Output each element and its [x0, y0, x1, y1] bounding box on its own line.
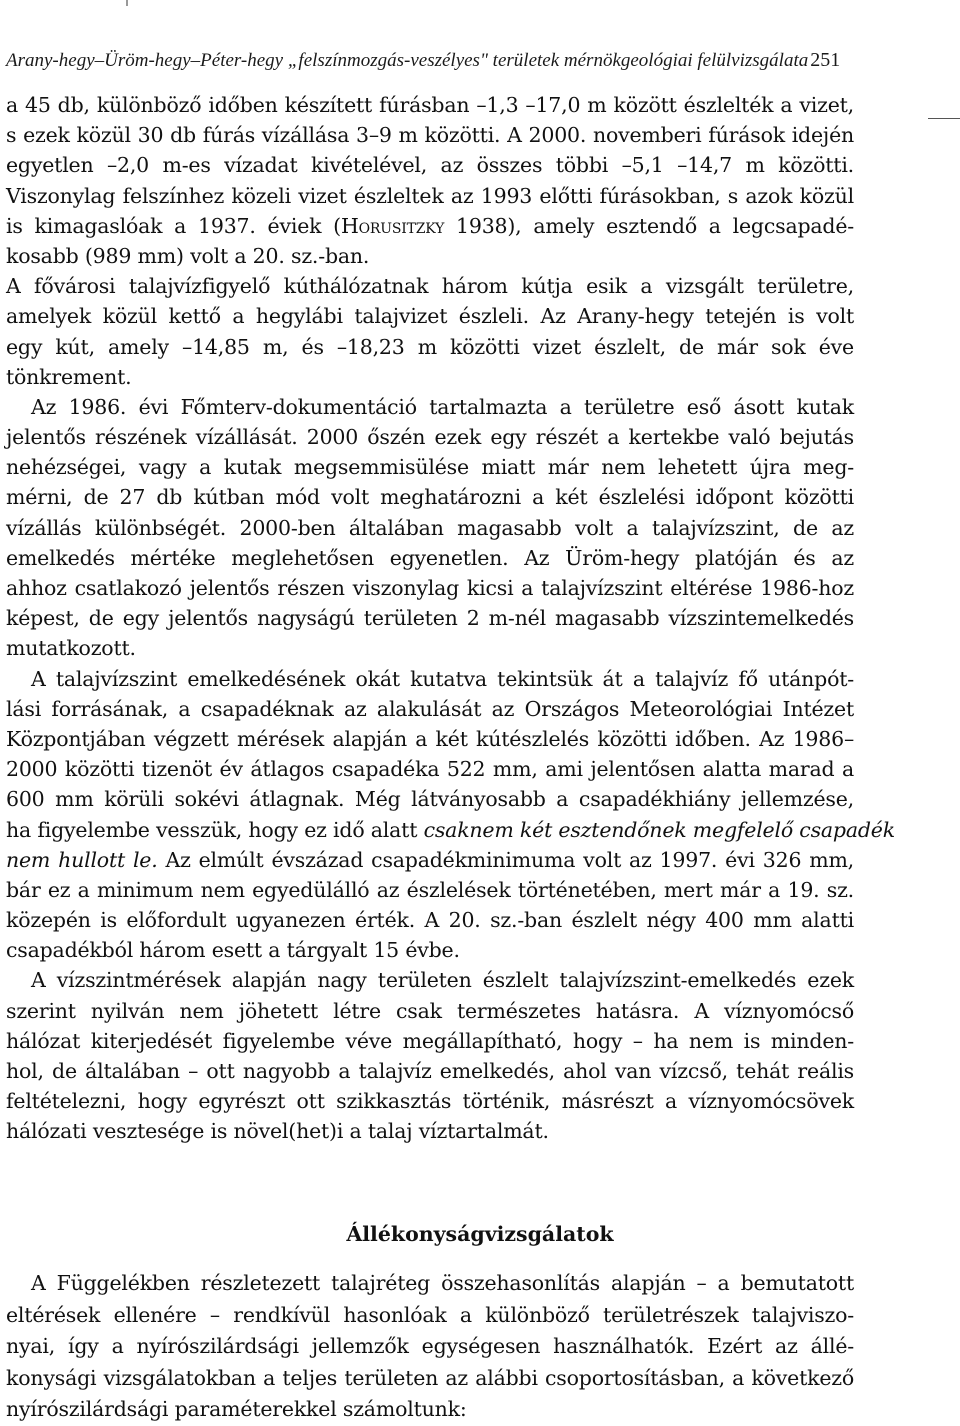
text-line: Központjában végzett mérések alapján a két kútészlelés közötti időben. Az 1986– — [6, 726, 854, 751]
page-number: 251 — [810, 49, 841, 71]
running-header — [6, 48, 941, 73]
text-line: Viszonylag felszínhez közeli vizet észleltek az 1993 előtti fúrásokban, s azok közül — [6, 183, 854, 208]
text-segment: is kimagaslóak a 1937. éviek ( — [6, 213, 341, 238]
text-line: konysági vizsgálatokban a teljes területen az alábbi csoportosításban, a következő — [6, 1365, 854, 1390]
text-line: Az 1986. évi Főmterv-dokumentáció tartalmazta a területre eső ásott kutak — [31, 394, 854, 419]
text-line: hol, de általában – ott nagyobb a talajvíz emelkedés, ahol van vízcső, tehát reális — [6, 1059, 854, 1083]
text-line: 2000 közötti tizenöt év átlagos csapadéka 522 mm, ami jelentősen alatta marad a — [6, 757, 854, 782]
text-line: lási forrásának, a csapadéknak az alakulását az Országos Meteorológiai Intézet — [6, 696, 854, 721]
text-line: képest, de egy jelentős nagyságú területen 2 m-nél magasabb vízszintemelkedés — [6, 606, 854, 631]
text-line: A talajvízszint emelkedésének okát kutatva tekintsük át a talajvíz fő utánpót- — [31, 666, 854, 691]
text-line: tönkrement. — [6, 364, 132, 389]
text-segment: Az elmúlt évszázad csapadékminimuma volt az 1997. évi 326 mm, — [157, 847, 854, 872]
author-name: Horusitzky — [340, 213, 445, 238]
section-heading: Állékonyságvizsgálatok — [346, 1222, 614, 1246]
emphasis-text: nem hullott le. — [6, 847, 158, 872]
text-line: a 45 db, különböző időben készített fúrásban –1,3 –17,0 m között észlelték a vizet, — [6, 93, 854, 117]
text-line: szerint nyilván nem jöhetett létre csak természetes hatásra. A víznyomócső — [6, 998, 854, 1023]
text-line: 600 mm körüli sokévi átlagnak. Még látványosabb a csapadékhiány jellemzése, — [6, 787, 854, 812]
text-line: nyai, így a nyírószilárdsági jellemzők egységesen használhatók. Ezért az állé- — [6, 1334, 854, 1358]
text-line: hálózati vesztesége is növel(het)i a talaj víztartalmát. — [6, 1119, 549, 1144]
text-line: közepén is előfordult ugyanezen érték. A 20. sz.-ban észlelt négy 400 mm alatti — [6, 908, 854, 933]
text-line: A Függelékben részletezett talajréteg összehasonlítás alapján – a bemutatott — [31, 1271, 854, 1295]
text-line: nehézségei, vagy a kutak megsemmisülése miatt már nem lehetett újra meg- — [6, 455, 854, 480]
text-line: A fővárosi talajvízfigyelő kúthálózatnak három kútja esik a vizsgált területre, — [6, 274, 854, 299]
text-line: bár ez a minimum nem egyedülálló az észlelések történetében, mert már a 19. sz. — [6, 877, 854, 902]
text-line — [6, 815, 895, 845]
text-line: vízállás különbségét. 2000-ben általában magasabb volt a talajvízszint, de az — [6, 515, 854, 540]
text-line: ahhoz csatlakozó jelentős részen viszonylag kicsi a talajvízszint eltérése 1986-hoz — [6, 576, 854, 600]
text-line: kosabb (989 mm) volt a 20. sz.-ban. — [6, 243, 370, 268]
text-line: jelentős részének vízállását. 2000 őszén ezek egy részét a kertekbe való bejutás — [6, 425, 854, 450]
text-line: mérni, de 27 db kútban mód volt meghatározni a két észlelési időpont közötti — [6, 485, 854, 510]
text-line: egyetlen –2,0 m-es vízadat kivételével, az összes többi –5,1 –14,7 m közötti. — [6, 153, 854, 178]
running-title: Arany-hegy–Üröm-hegy–Péter-hegy „felszínmozgás-veszélyes" területek mérnökgeológiai felülvizsgálata — [6, 50, 809, 71]
text-segment: ha figyelembe vesszük, hogy ez idő alatt — [6, 817, 424, 842]
text-line — [6, 211, 854, 241]
emphasis-text: csaknem két esztendőnek megfelelő csapadék — [423, 817, 895, 842]
text-line: csapadékból három esett a tárgyalt 15 évbe. — [6, 938, 460, 963]
text-line — [6, 845, 854, 875]
text-segment: 1938), amely esztendő a legcsapadé- — [444, 213, 854, 238]
text-line: egy kút, amely –14,85 m, és –18,23 m közötti vizet észlelt, de már sok éve — [6, 334, 854, 359]
body-text — [6, 90, 895, 1147]
text-line: amelyek közül kettő a hegylábi talajvizet észleli. Az Arany-hegy tetején is volt — [6, 304, 854, 329]
scan-mark — [126, 0, 128, 6]
text-line: mutatkozott. — [6, 636, 136, 661]
text-line: feltételezni, hogy egyrészt ott szikkasztás történik, másrészt a víznyomócsövek — [6, 1089, 854, 1114]
text-line: s ezek közül 30 db fúrás vízállása 3–9 m közötti. A 2000. novemberi fúrások idején — [6, 123, 854, 148]
text-line: hálózat kiterjedését figyelembe véve megállapítható, hogy – ha nem is minden- — [6, 1028, 854, 1053]
section-text — [6, 1268, 854, 1426]
text-line: nyírószilárdsági paraméterekkel számoltunk: — [6, 1397, 467, 1421]
margin-mark — [928, 118, 960, 119]
text-line: emelkedés mértéke meglehetősen egyenetlen. Az Üröm-hegy platóján és az — [6, 545, 854, 570]
text-line: A vízszintmérések alapján nagy területen észlelt talajvízszint-emelkedés ezek — [31, 968, 854, 993]
text-line: eltérések ellenére – rendkívül hasonlóak a különböző területrészek talajviszo- — [6, 1302, 854, 1327]
